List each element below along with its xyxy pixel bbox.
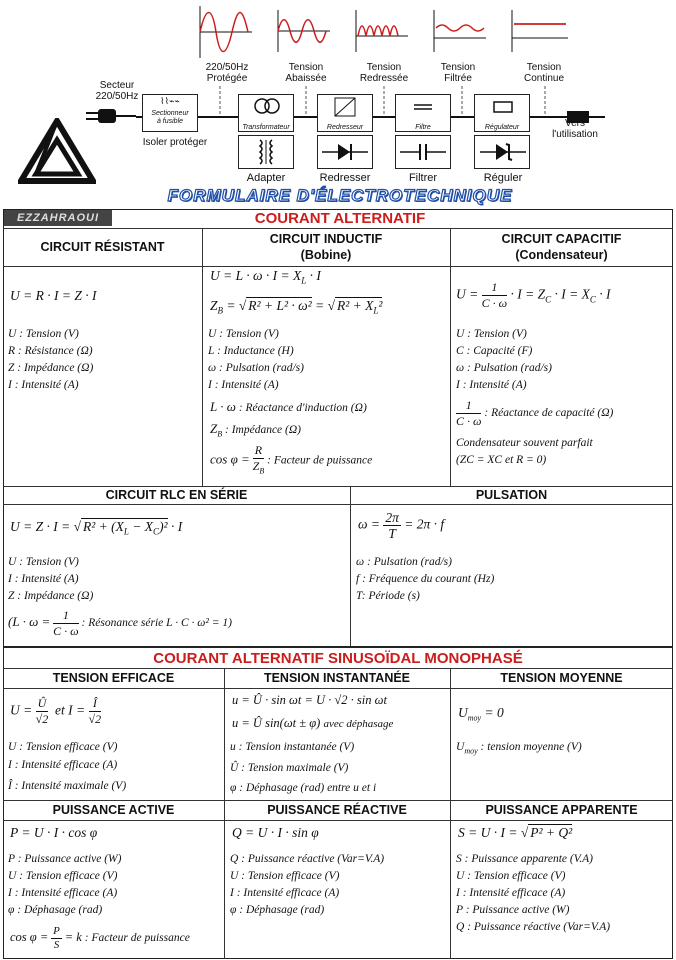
def-capacitif-1: U : Tension (V) bbox=[456, 328, 527, 340]
formula-apparente: S = U · I = √ P² + Q² bbox=[458, 825, 573, 840]
def-apparente-5: Q : Puissance réactive (Var=V.A) bbox=[456, 921, 611, 933]
def-pulsation-1: ω : Pulsation (rad/s) bbox=[356, 556, 452, 568]
page-title: FORMULAIRE D'ÉLECTROTECHNIQUE bbox=[167, 186, 513, 205]
def-pulsation-2: f : Fréquence du courant (Hz) bbox=[356, 573, 495, 585]
def-active-2: U : Tension efficace (V) bbox=[8, 870, 118, 882]
def-apparente-1: S : Puissance apparente (V.A) bbox=[456, 853, 594, 865]
def-instant-3: φ : Déphasage (rad) entre u et i bbox=[230, 782, 377, 794]
def-efficace-3: Î : Intensité maximale (V) bbox=[8, 780, 127, 792]
def-capacitif-react: $\frac{1}{C \cdot \omega}$ : Réactance de capacité (Ω) bbox=[456, 398, 614, 428]
def-resistant-2: R : Résistance (Ω) bbox=[8, 345, 93, 357]
def-rlc-3: Z : Impédance (Ω) bbox=[8, 590, 94, 602]
header-circuit-capacitif: CIRCUIT CAPACITIF bbox=[501, 232, 622, 246]
signal-label-5: Tension Continue bbox=[523, 62, 565, 84]
signal-label-2: Tension Abaissée bbox=[285, 62, 327, 84]
def-reactive-1: Q : Puissance réactive (Var=V.A) bbox=[230, 853, 385, 865]
def-apparente-4: P : Puissance active (W) bbox=[456, 904, 570, 916]
transformateur-label: Transformateur bbox=[242, 124, 290, 131]
section-courant-alternatif: COURANT ALTERNATIF bbox=[254, 210, 426, 227]
vers-utilisation-label: Vers l'utilisation bbox=[552, 118, 598, 140]
formula-inductif-z: $Z_B$ = √ R² + L² · ω² = √ $R^2 + X_L^2$ bbox=[210, 298, 383, 316]
def-inductif-3: ω : Pulsation (rad/s) bbox=[208, 362, 304, 374]
secteur-label: Secteur 220/50Hz bbox=[95, 80, 139, 102]
waveform-filtered bbox=[432, 8, 488, 54]
def-resistant-3: Z : Impédance (Ω) bbox=[8, 362, 94, 374]
formula-active: P = U · I · cos φ bbox=[10, 825, 98, 840]
reguler-label: Réguler bbox=[483, 172, 523, 184]
sectionneur-label: Sectionneur à fusible bbox=[151, 110, 189, 125]
redresser-label: Redresser bbox=[319, 172, 371, 184]
def-capacitif-note2: (ZC = XC et R = 0) bbox=[456, 454, 547, 466]
waveform-protected bbox=[198, 4, 254, 60]
formula-inductif-u: $U = L \cdot \omega \cdot I = X_L \cdot I$ bbox=[210, 268, 321, 286]
dashed-guides bbox=[0, 0, 676, 120]
def-inductif-cos: cos φ = $\frac{R}{Z_B}$ : Facteur de puissance bbox=[210, 443, 373, 476]
formula-capacitif: U = $\frac{1}{C \cdot \omega}$ · $I = Z_C \cdot I = X_C \cdot I$ bbox=[456, 280, 611, 310]
triangle-logo bbox=[18, 118, 96, 184]
author-tag: EZZAHRAOUI bbox=[4, 210, 112, 226]
def-capacitif-4: I : Intensité (A) bbox=[456, 379, 527, 391]
def-reactive-2: U : Tension efficace (V) bbox=[230, 870, 340, 882]
signal-label-3: Tension Redressée bbox=[359, 62, 409, 84]
header-rlc: CIRCUIT RLC EN SÉRIE bbox=[105, 488, 248, 502]
def-apparente-3: I : Intensité efficace (A) bbox=[456, 887, 566, 899]
waveform-lowered bbox=[276, 8, 332, 54]
header-tension-efficace: TENSION EFFICACE bbox=[52, 671, 175, 685]
waveform-continuous bbox=[510, 8, 570, 54]
filtrer-label: Filtrer bbox=[408, 172, 438, 184]
header-circuit-inductif: CIRCUIT INDUCTIF bbox=[269, 232, 383, 246]
def-inductif-react: L · ω : Réactance d'induction (Ω) bbox=[210, 399, 367, 414]
zener-icon bbox=[480, 142, 526, 162]
power-supply-diagram bbox=[0, 0, 676, 190]
header-puissance-apparente: PUISSANCE APPARENTE bbox=[485, 803, 638, 817]
def-active-4: φ : Déphasage (rad) bbox=[8, 904, 103, 916]
def-active-cos: cos φ = $\frac{P}{S}$ = k : Facteur de puissance bbox=[10, 925, 190, 951]
formula-pulsation: ω = $\frac{2\pi}{T}$ = 2π · f bbox=[358, 510, 445, 541]
def-inductif-2: L : Inductance (H) bbox=[208, 345, 294, 357]
def-resistant-4: I : Intensité (A) bbox=[8, 379, 79, 391]
regulateur-label: Régulateur bbox=[484, 124, 520, 131]
def-instant-1: u : Tension instantanée (V) bbox=[230, 741, 355, 753]
def-inductif-1: U : Tension (V) bbox=[208, 328, 279, 340]
def-efficace-1: U : Tension efficace (V) bbox=[8, 741, 118, 753]
def-rlc-2: I : Intensité (A) bbox=[8, 573, 79, 585]
signal-label-1: 220/50Hz Protégée bbox=[205, 62, 249, 84]
header-puissance-reactive: PUISSANCE RÉACTIVE bbox=[267, 803, 407, 817]
def-capacitif-note1: Condensateur souvent parfait bbox=[456, 437, 593, 449]
def-resistant-1: U : Tension (V) bbox=[8, 328, 79, 340]
formula-instant-2: u = Û sin(ωt ± φ) avec déphasage bbox=[232, 716, 394, 730]
formula-efficace: U = $\frac{Û}{√2}$ et I = $\frac{Î}{√2}$ bbox=[10, 696, 102, 726]
waveform-rectified bbox=[354, 8, 410, 54]
adapter-label: Adapter bbox=[246, 172, 286, 184]
def-inductif-4: I : Intensité (A) bbox=[208, 379, 279, 391]
formula-instant-1: u = Û · sin ωt = U · √2 · sin ωt bbox=[232, 693, 387, 707]
header-condensateur: (Condensateur) bbox=[515, 248, 608, 262]
def-efficace-2: I : Intensité efficace (A) bbox=[8, 759, 118, 771]
def-capacitif-3: ω : Pulsation (rad/s) bbox=[456, 362, 552, 374]
def-instant-2: Û : Tension maximale (V) bbox=[230, 762, 349, 774]
def-rlc-1: U : Tension (V) bbox=[8, 556, 79, 568]
def-active-3: I : Intensité efficace (A) bbox=[8, 887, 118, 899]
header-bobine: (Bobine) bbox=[300, 248, 352, 262]
header-circuit-resistant: CIRCUIT RÉSISTANT bbox=[40, 240, 165, 254]
formula-rlc: U = Z · I = √ $R^2 + (X_L - X_C)^2 \cdot I$ bbox=[10, 519, 183, 537]
signal-label-4: Tension Filtrée bbox=[440, 62, 476, 84]
diode-icon bbox=[322, 142, 368, 162]
formula-moyenne: $U_{moy} = 0$ bbox=[458, 705, 504, 723]
def-reactive-3: I : Intensité efficace (A) bbox=[230, 887, 340, 899]
def-rlc-reso: (L · ω = $\frac{1}{C \cdot \omega}$ : Résonance série L · C · ω² = 1) bbox=[8, 608, 232, 638]
switch-icon: ⌇⌇⌁⌁ bbox=[160, 96, 180, 106]
def-pulsation-3: T: Période (s) bbox=[356, 590, 420, 602]
header-tension-instantanee: TENSION INSTANTANÉE bbox=[263, 671, 411, 685]
capacitor-icon bbox=[400, 142, 446, 162]
def-moyenne: $U_{moy}$ : tension moyenne (V) bbox=[456, 741, 582, 756]
header-tension-moyenne: TENSION MOYENNE bbox=[500, 671, 623, 685]
def-reactive-4: φ : Déphasage (rad) bbox=[230, 904, 325, 916]
redresseur-label: Redresseur bbox=[326, 124, 364, 131]
filtre-label: Filtre bbox=[415, 124, 431, 131]
header-puissance-active: PUISSANCE ACTIVE bbox=[52, 803, 175, 817]
section-sinusoidal: COURANT ALTERNATIF SINUSOÏDAL MONOPHASÉ bbox=[153, 650, 523, 667]
formula-resistant: U = R · I = Z · I bbox=[10, 288, 97, 303]
formula-reactive: Q = U · I · sin φ bbox=[232, 825, 319, 840]
coil-icon bbox=[256, 138, 276, 166]
def-apparente-2: U : Tension efficace (V) bbox=[456, 870, 566, 882]
def-active-1: P : Puissance active (W) bbox=[8, 853, 122, 865]
isoler-label: Isoler protéger bbox=[142, 137, 208, 148]
header-pulsation: PULSATION bbox=[475, 488, 548, 502]
def-capacitif-2: C : Capacité (F) bbox=[456, 345, 533, 357]
def-inductif-imped: $Z_B$ : Impédance (Ω) bbox=[210, 421, 302, 439]
